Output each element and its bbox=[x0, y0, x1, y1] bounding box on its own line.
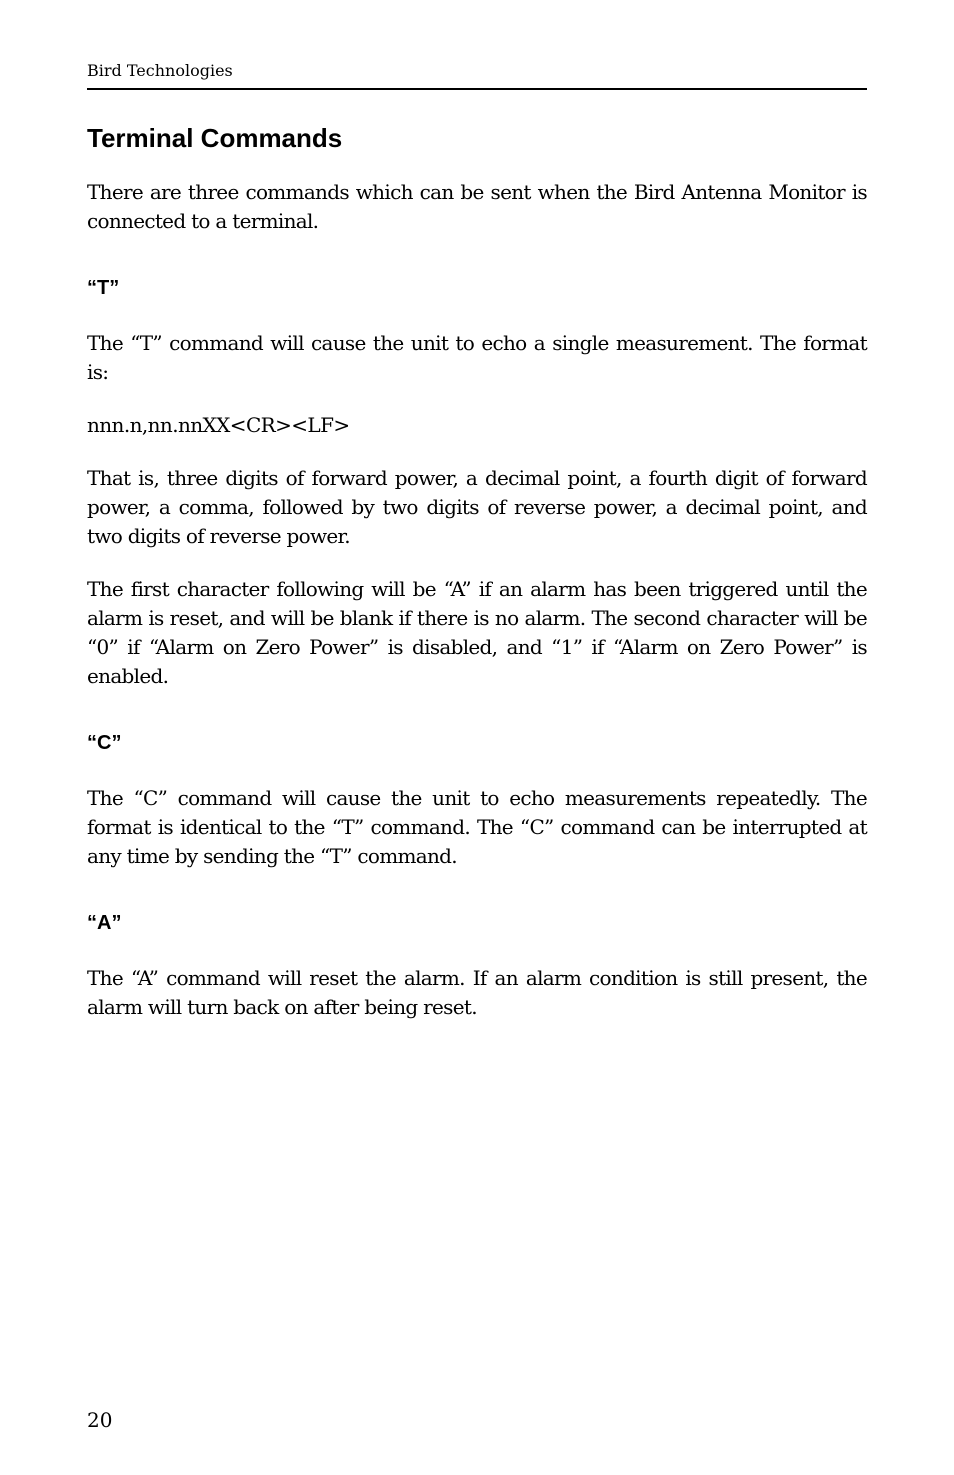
command-heading-c: “C” bbox=[87, 732, 122, 754]
page-number: 20 bbox=[87, 1408, 113, 1432]
command-heading-a: “A” bbox=[87, 912, 122, 934]
command-heading-t: “T” bbox=[87, 277, 120, 299]
status-characters-explanation: The first character following will be “A” if an alarm has been triggered until the alarm is reset, and will be blank if there is no alarm. The second character will be “0” if “Alarm on Zero Power” is disabled, and “1” if “Alarm on Zero Power” is enabled. bbox=[87, 577, 867, 688]
format-explanation: That is, three digits of forward power, a decimal point, a fourth digit of forward power, a comma, followed by two digits of reverse power, a decimal point, and two digits of reverse power. bbox=[87, 466, 867, 548]
running-title: Bird Technologies bbox=[87, 61, 233, 80]
intro-paragraph: There are three commands which can be sent when the Bird Antenna Monitor is connected to a terminal. bbox=[87, 180, 867, 233]
c-command-description: The “C” command will cause the unit to echo measurements repeatedly. The format is identical to the “T” command. The “C” command can be interrupted at any time by sending the “T” command. bbox=[87, 786, 867, 868]
section-title: Terminal Commands bbox=[87, 123, 343, 153]
page-content bbox=[87, 120, 867, 1046]
t-command-description: The “T” command will cause the unit to echo a single measurement. The format is: bbox=[87, 331, 867, 384]
a-command-description: The “A” command will reset the alarm. If an alarm condition is still present, the alarm will turn back on after being reset. bbox=[87, 966, 867, 1019]
format-string: nnn.n,nn.nnXX<CR><LF> bbox=[87, 413, 350, 437]
page-header bbox=[87, 60, 867, 90]
